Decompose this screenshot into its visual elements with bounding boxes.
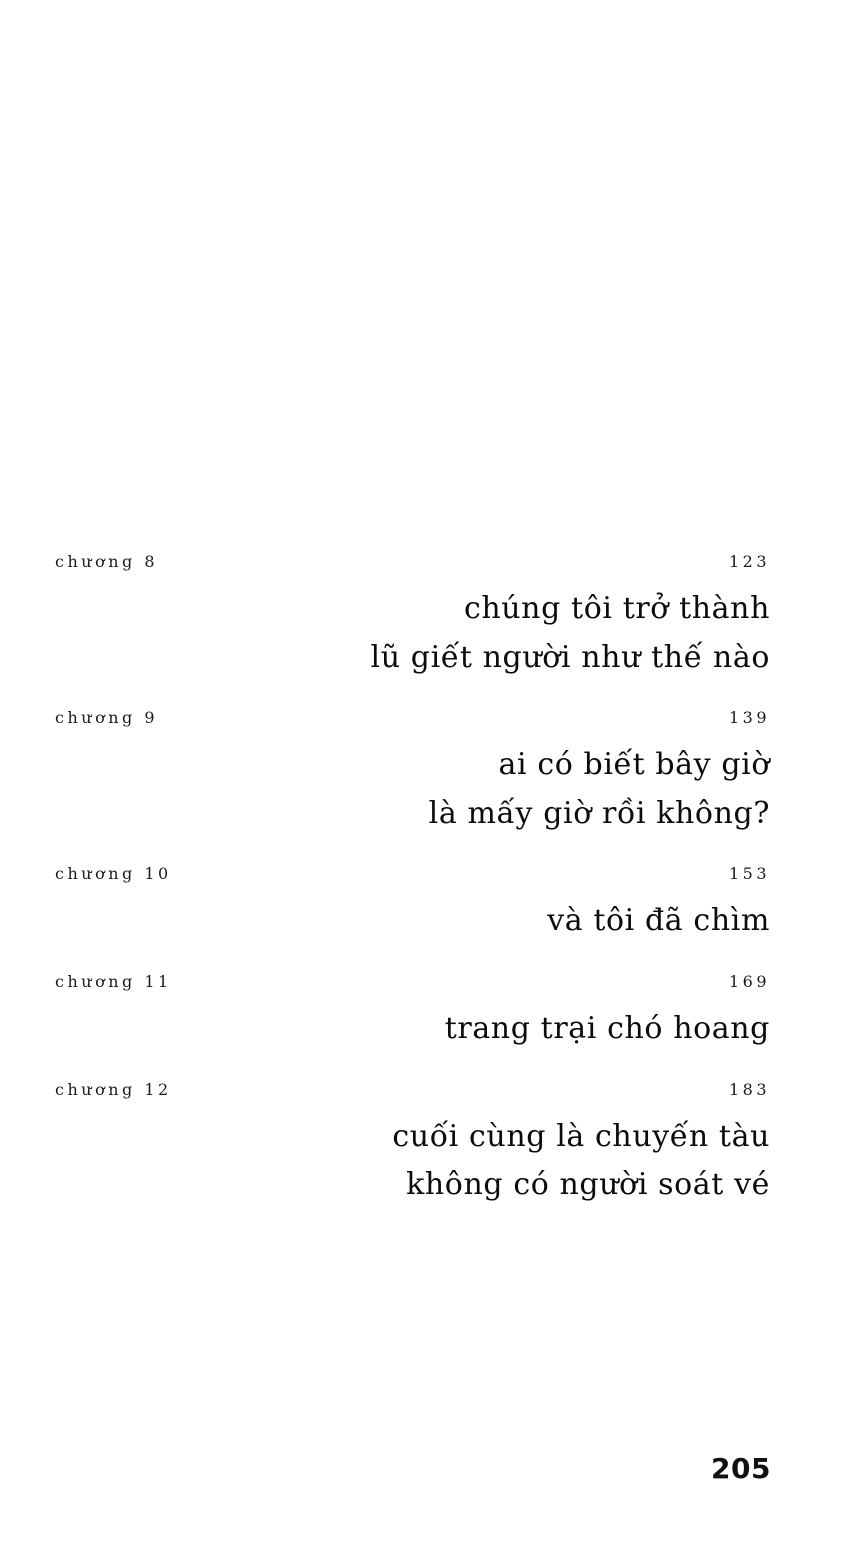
toc-entry-title [55, 897, 770, 946]
toc-entry-title-line: cuối cùng là chuyến tàu [392, 1118, 770, 1154]
toc-entry[interactable] [55, 972, 770, 1054]
toc-entry-title-line: ai có biết bây giờ [498, 747, 770, 783]
toc-entry-label: chương 11 [55, 971, 172, 991]
toc-entry-title-line: chúng tôi trở thành [463, 591, 770, 626]
toc-entry-label: chương 12 [55, 1079, 172, 1099]
toc-entry-header [55, 552, 770, 571]
toc-entry-title [55, 1113, 770, 1210]
toc-entry-page-number: 183 [728, 1079, 770, 1099]
toc-entry-header [55, 864, 770, 883]
toc-entry[interactable] [55, 1080, 770, 1210]
toc-entry-title-line: lũ giết người như thế nào [370, 639, 770, 675]
toc-entry-page-number: 139 [728, 708, 770, 728]
toc-entry-page-number: 169 [728, 971, 770, 991]
toc-entry-label: chương 10 [55, 864, 172, 884]
toc-entry-title [55, 741, 770, 838]
toc-entry-title-line: là mấy giờ rồi không? [428, 795, 770, 831]
table-of-contents [55, 552, 770, 1210]
toc-entry-title-line: không có người soát vé [406, 1167, 770, 1203]
toc-entry-page-number: 123 [728, 552, 770, 571]
toc-entry-title [55, 585, 770, 682]
toc-entry-title [55, 1005, 770, 1054]
toc-entry-page-number: 153 [728, 864, 770, 884]
toc-entry[interactable] [55, 552, 770, 682]
toc-entry-title-line: và tôi đã chìm [547, 903, 770, 939]
toc-entry-header [55, 708, 770, 727]
toc-entry[interactable] [55, 708, 770, 838]
toc-entry-header [55, 1080, 770, 1099]
toc-entry-header [55, 972, 770, 991]
toc-entry[interactable] [55, 864, 770, 946]
toc-entry-title-line: trang trại chó hoang [444, 1010, 770, 1046]
page-folio-number: 205 [711, 1452, 771, 1485]
toc-entry-label: chương 8 [55, 552, 159, 571]
toc-entry-label: chương 9 [55, 708, 159, 728]
